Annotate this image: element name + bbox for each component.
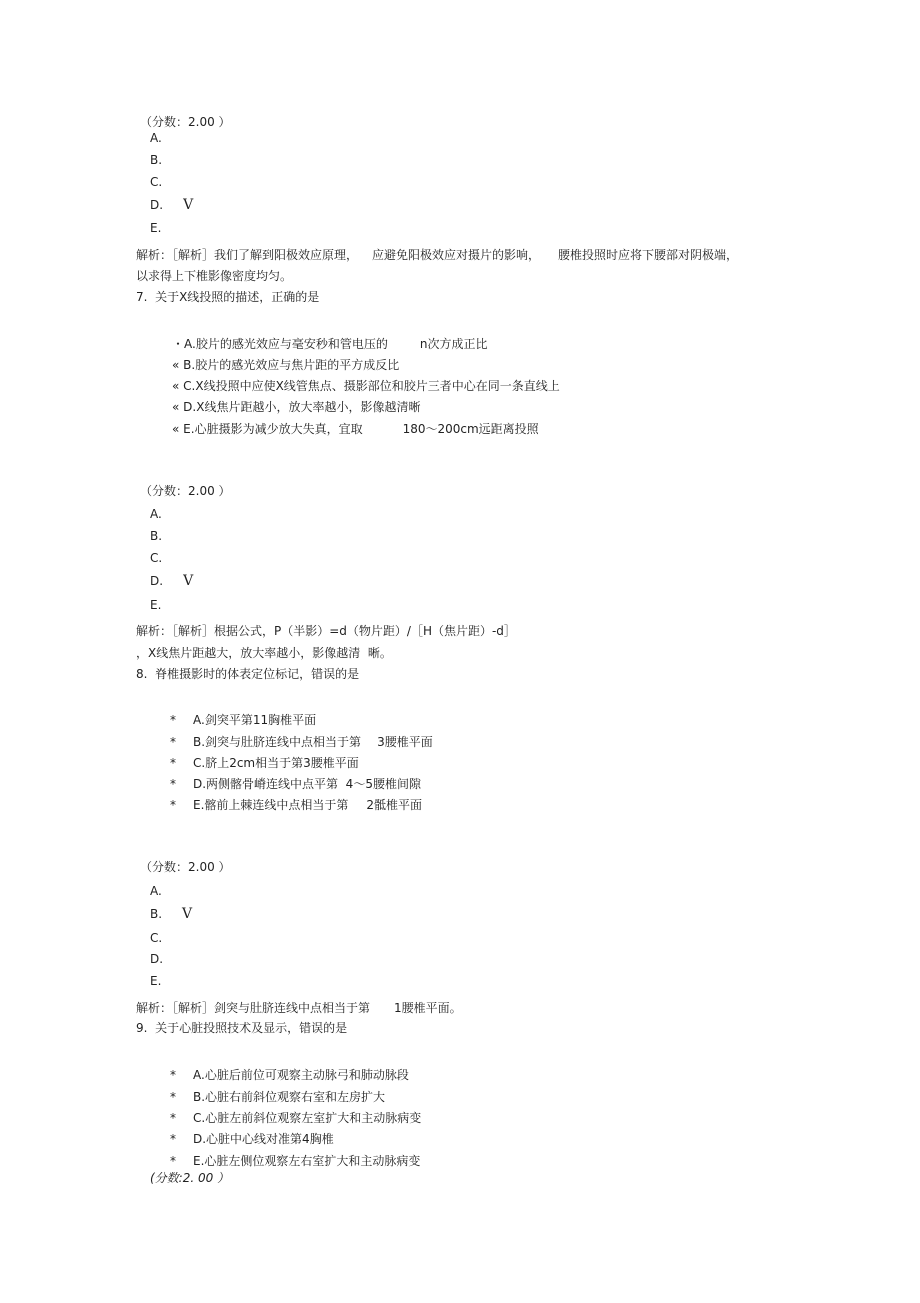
q7-option-e: E.: [150, 598, 162, 612]
explanation: 解析：［解析］我们了解到阳极效应原理， 应避免阳极效应对摄片的影响， 腰椎投照时应将下腰部对阴极端，: [136, 248, 739, 262]
check-mark: V: [182, 906, 193, 922]
q8-explanation: 解析：［解析］剑突与肚脐连线中点相当于第 1腰椎平面。: [136, 1001, 462, 1015]
q7-choice-d[interactable]: « D.X线焦片距越小，放大率越小，影像越清晰: [172, 400, 421, 414]
option-b: B.: [150, 153, 163, 167]
q7-option-b: B.: [150, 529, 163, 543]
q8-choice-d[interactable]: D.两侧髂骨嵴连线中点平第 4～5腰椎间隙: [193, 777, 421, 791]
q9-choice-a[interactable]: A.心脏后前位可观察主动脉弓和肺动脉段: [193, 1068, 409, 1082]
q8-choice-b[interactable]: B.剑突与肚脐连线中点相当于第 3腰椎平面: [193, 735, 433, 749]
question-8-title: 8. 脊椎摄影时的体表定位标记，错误的是: [136, 667, 360, 681]
q7-choice-b[interactable]: « B.胶片的感光效应与焦片距的平方成反比: [172, 358, 400, 372]
q7-choice-c[interactable]: « C.X线投照中应使X线管焦点、摄影部位和胶片三者中心在同一条直线上: [172, 379, 560, 393]
option-e: E.: [150, 221, 162, 235]
q9-choice-b[interactable]: B.心脏右前斜位观察右室和左房扩大: [193, 1090, 386, 1104]
q8-option-e: E.: [150, 974, 162, 988]
question-7-title: 7. 关于X线投照的描述，正确的是: [136, 290, 320, 304]
q7-option-a: A.: [150, 507, 162, 521]
q8-option-d: D.: [150, 952, 164, 966]
q7-option-c: C.: [150, 551, 163, 565]
q9-choice-c[interactable]: C.心脏左前斜位观察左室扩大和主动脉病变: [193, 1111, 422, 1125]
q8-option-a: A.: [150, 884, 162, 898]
option-a: A.: [150, 131, 162, 145]
q9-choice-d-mark: *: [170, 1132, 176, 1146]
q8-choice-c[interactable]: C.脐上2cm相当于第3腰椎平面: [193, 756, 359, 770]
q9-choice-d[interactable]: D.心脏中心线对准第4胸椎: [193, 1132, 334, 1146]
q7-explanation-line2: ，X线焦片距越大，放大率越小，影像越清 晰。: [136, 646, 392, 660]
q9-choice-c-mark: *: [170, 1111, 176, 1125]
q9-choice-e[interactable]: E.心脏左侧位观察左右室扩大和主动脉病变: [193, 1154, 421, 1168]
q8-choice-a-mark: *: [170, 713, 176, 727]
q9-choice-e-mark: *: [170, 1154, 176, 1168]
q9-choice-a-mark: *: [170, 1068, 176, 1082]
q7-option-d: D. V: [150, 573, 194, 589]
q8-choice-e-mark: *: [170, 798, 176, 812]
q8-choice-b-mark: *: [170, 735, 176, 749]
question-9-title: 9. 关于心脏投照技术及显示，错误的是: [136, 1021, 348, 1035]
q8-choice-c-mark: *: [170, 756, 176, 770]
q7-score: （分数：2.00 ）: [140, 484, 231, 498]
q8-choice-d-mark: *: [170, 777, 176, 791]
option-d: D. V: [150, 197, 194, 213]
score-label: （分数：2.00 ）: [140, 115, 231, 129]
q9-score: (分数:2. 00 ）: [150, 1171, 230, 1185]
check-mark: V: [183, 197, 194, 213]
q7-choice-e[interactable]: « E.心脏摄影为减少放大失真，宜取 180～200cm远距离投照: [172, 422, 539, 436]
check-mark: V: [183, 573, 194, 589]
q7-choice-a[interactable]: ・A.胶片的感光效应与毫安秒和管电压的 n次方成正比: [172, 337, 488, 351]
q8-option-b: B. V: [150, 906, 193, 922]
q8-score: （分数：2.00 ）: [140, 860, 231, 874]
option-c: C.: [150, 175, 163, 189]
q7-explanation: 解析：［解析］根据公式，P（半影）=d（物片距）/［H（焦片距）-d］: [136, 624, 516, 638]
q8-option-c: C.: [150, 931, 163, 945]
q8-choice-e[interactable]: E.髂前上棘连线中点相当于第 2骶椎平面: [193, 798, 423, 812]
q9-choice-b-mark: *: [170, 1090, 176, 1104]
q8-choice-a[interactable]: A.剑突平第11胸椎平面: [193, 713, 317, 727]
explanation-line2: 以求得上下椎影像密度均匀。: [136, 269, 293, 283]
